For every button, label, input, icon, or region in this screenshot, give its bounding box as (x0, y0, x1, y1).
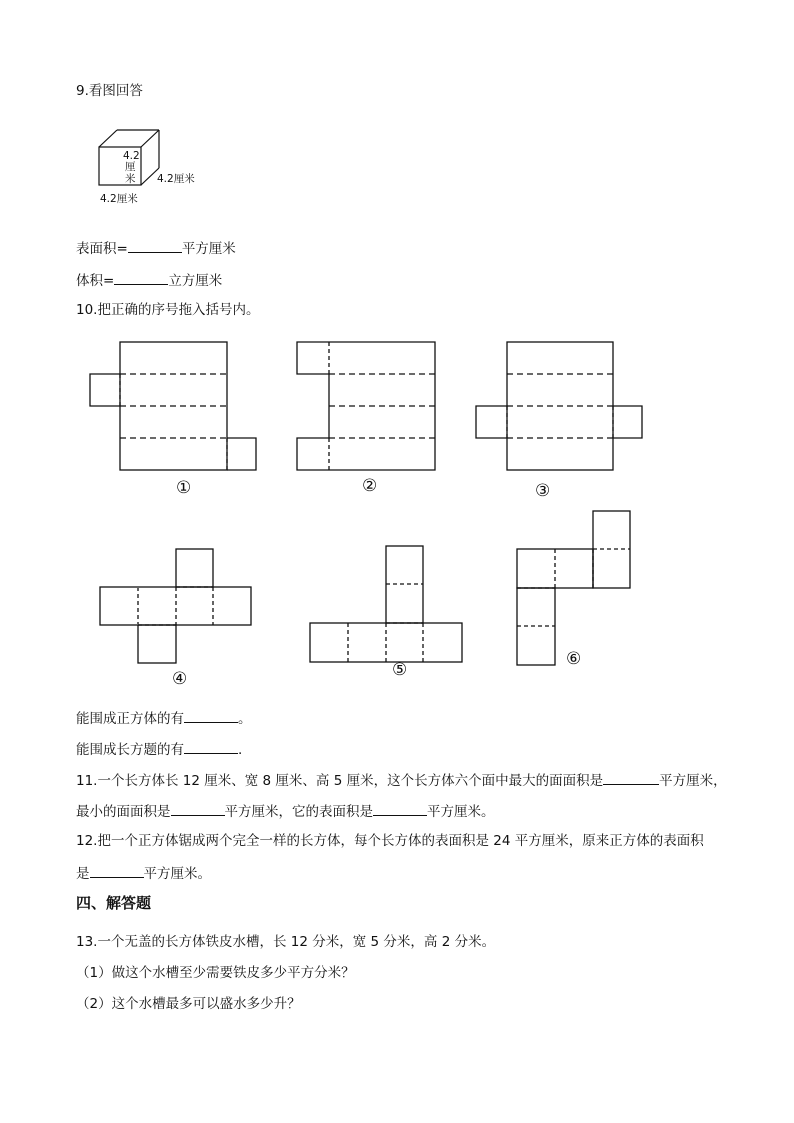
cube-prompt: 能围成正方体的有 (76, 711, 184, 727)
cube-inner-top-label: 4.2 (123, 150, 140, 162)
q13-sub2: （2）这个水槽最多可以盛水多少升？ (76, 996, 301, 1012)
cuboid-answer-blank[interactable] (184, 739, 238, 754)
q11-text-b: 平方厘米， (659, 773, 727, 789)
largest-face-blank[interactable] (603, 770, 659, 785)
cuboid-answer-line (76, 739, 242, 759)
q11-text-e: 平方厘米。 (427, 804, 495, 820)
volume-blank[interactable] (114, 270, 168, 285)
smallest-face-blank[interactable] (171, 801, 225, 816)
q12-line1: 12.把一个正方体锯成两个完全一样的长方体，每个长方体的表面积是 24 平方厘米，原来正方体的表面积 (76, 833, 704, 849)
surface-area-label: 表面积= (76, 241, 128, 257)
cuboid-prompt: 能围成长方题的有 (76, 742, 184, 758)
volume-label: 体积= (76, 273, 115, 289)
q11-text-d: 平方厘米，它的表面积是 (224, 804, 373, 820)
q11-line2 (76, 801, 495, 821)
net-5-label: ⑤ (392, 660, 408, 680)
net-1 (90, 342, 256, 470)
q11-text-c: 最小的面面积是 (76, 804, 171, 820)
cube-inner-bot-label: 米 (125, 173, 136, 185)
section-4-heading: 四、解答题 (76, 894, 152, 912)
net-2 (297, 342, 435, 470)
net-2-label: ② (362, 476, 378, 496)
volume-unit: 立方厘米 (168, 273, 223, 289)
cube-inner-mid-label: 厘 (125, 161, 136, 173)
cuboid-end: . (238, 742, 243, 758)
net-4-label: ④ (172, 669, 188, 689)
q13-sub1: （1）做这个水槽至少需要铁皮多少平方分米？ (76, 965, 355, 981)
surface-area-unit: 平方厘米 (181, 241, 236, 257)
net-1-label: ① (176, 478, 192, 498)
q10-title: 10.把正确的序号拖入括号内。 (76, 302, 260, 318)
q9-title: 9.看图回答 (76, 83, 143, 99)
cube-answer-blank[interactable] (184, 708, 238, 723)
q11-surface-blank[interactable] (373, 801, 427, 816)
q12-line2 (76, 863, 211, 883)
net-3-label: ③ (535, 481, 551, 501)
volume-line (76, 270, 222, 290)
q12-text-a: 是 (76, 866, 90, 882)
q11-text-a: 11.一个长方体长 12 厘米、宽 8 厘米、高 5 厘米，这个长方体六个面中最大的面面积是 (76, 773, 604, 789)
q11-line1 (76, 770, 727, 790)
net-5 (310, 546, 462, 662)
cube-answer-line (76, 708, 252, 728)
q12-answer-blank[interactable] (90, 863, 144, 878)
net-6 (517, 511, 630, 665)
cube-end: 。 (238, 711, 252, 727)
surface-area-blank[interactable] (128, 238, 182, 253)
net-3 (476, 342, 642, 470)
q13-title: 13.一个无盖的长方体铁皮水槽，长 12 分米，宽 5 分米，高 2 分米。 (76, 934, 496, 950)
q12-text-b: 平方厘米。 (143, 866, 211, 882)
cube-bottom-label: 4.2厘米 (100, 193, 138, 205)
net-4 (100, 549, 251, 663)
surface-area-line (76, 238, 236, 258)
cube-right-label: 4.2厘米 (157, 173, 195, 185)
net-6-label: ⑥ (566, 649, 582, 669)
